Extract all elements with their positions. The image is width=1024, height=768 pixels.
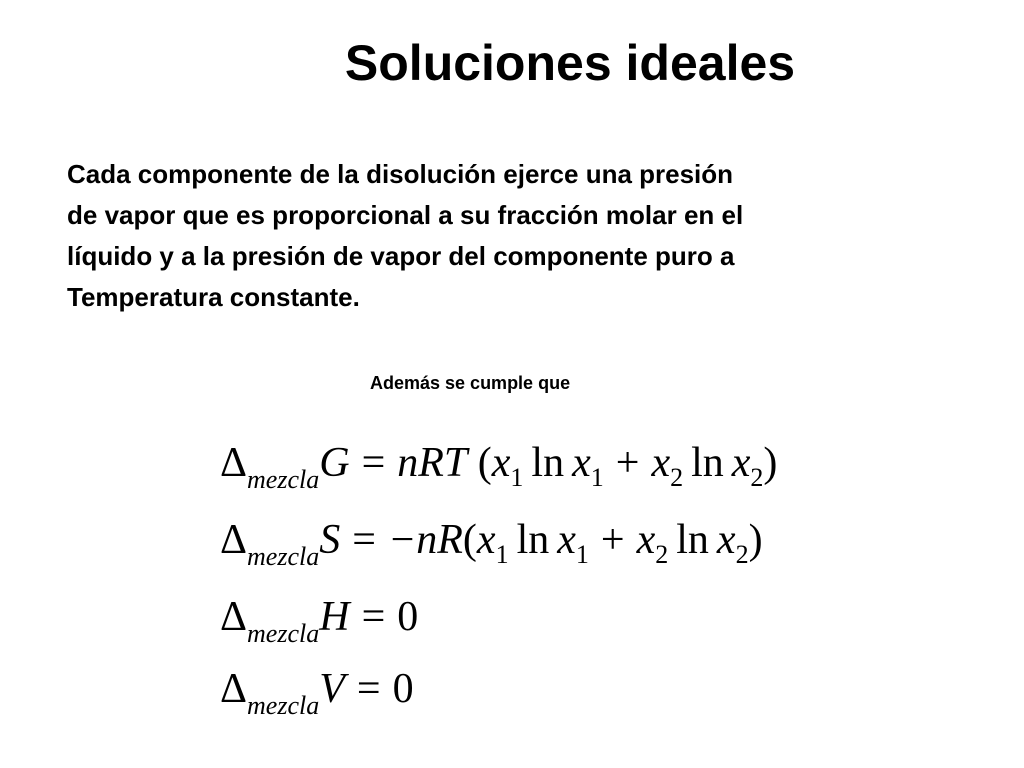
paragraph-line: líquido y a la presión de vapor del componente puro a — [67, 241, 735, 271]
index: 1 — [590, 463, 604, 492]
equals-sign: = — [361, 440, 386, 486]
mole-fraction: x — [716, 517, 736, 563]
equation-lhs: H — [319, 594, 350, 640]
index: 1 — [510, 463, 524, 492]
equation-lhs: V — [319, 666, 345, 712]
mezcla-subscript: mezcla — [247, 619, 320, 648]
ln-function: ln — [531, 440, 565, 486]
mole-fraction: x — [557, 517, 576, 563]
ln-function: ln — [691, 440, 724, 486]
open-paren: ( — [462, 517, 477, 563]
mole-fraction: x — [572, 440, 591, 486]
index: 2 — [750, 463, 764, 492]
mezcla-subscript: mezcla — [247, 465, 320, 494]
index: 2 — [735, 540, 749, 569]
paragraph-line: de vapor que es proporcional a su fracción molar en el — [67, 200, 744, 230]
enthalpy-equation — [220, 594, 419, 648]
delta-symbol: Δ — [220, 666, 248, 712]
coefficient: −nR — [387, 517, 463, 563]
mole-fraction: x — [491, 440, 511, 486]
ln-function: ln — [676, 517, 709, 563]
equals-sign: = — [352, 517, 376, 563]
description-paragraph — [67, 154, 967, 318]
plus-sign: + — [615, 440, 640, 486]
mole-fraction: x — [636, 517, 656, 563]
mole-fraction: x — [651, 440, 671, 486]
index: 1 — [495, 540, 509, 569]
mezcla-subscript: mezcla — [247, 691, 320, 720]
index: 2 — [655, 540, 669, 569]
paragraph-line: Cada componente de la disolución ejerce una presión — [67, 159, 734, 189]
coefficient: nRT — [397, 440, 468, 486]
subheading: Además se cumple que — [370, 373, 571, 393]
equation-rhs: 0 — [397, 594, 419, 640]
delta-symbol: Δ — [220, 517, 248, 563]
index: 1 — [575, 540, 589, 569]
mole-fraction: x — [731, 440, 751, 486]
close-paren: ) — [748, 517, 763, 563]
ln-function: ln — [516, 517, 550, 563]
equation-lhs: G — [319, 440, 350, 486]
paragraph-line: Temperatura constante. — [67, 282, 360, 312]
delta-symbol: Δ — [220, 594, 248, 640]
mezcla-subscript: mezcla — [247, 542, 320, 571]
equals-sign: = — [356, 666, 381, 712]
equation-rhs: 0 — [392, 666, 414, 712]
mole-fraction: x — [476, 517, 496, 563]
volume-equation — [220, 666, 414, 720]
open-paren: ( — [467, 440, 492, 486]
entropy-equation — [220, 517, 763, 571]
delta-symbol: Δ — [220, 440, 248, 486]
plus-sign: + — [600, 517, 625, 563]
equals-sign: = — [361, 594, 386, 640]
gibbs-equation — [220, 440, 778, 494]
slide-title: Soluciones ideales — [344, 35, 796, 91]
index: 2 — [670, 463, 684, 492]
equation-lhs: S — [319, 517, 341, 563]
close-paren: ) — [763, 440, 778, 486]
